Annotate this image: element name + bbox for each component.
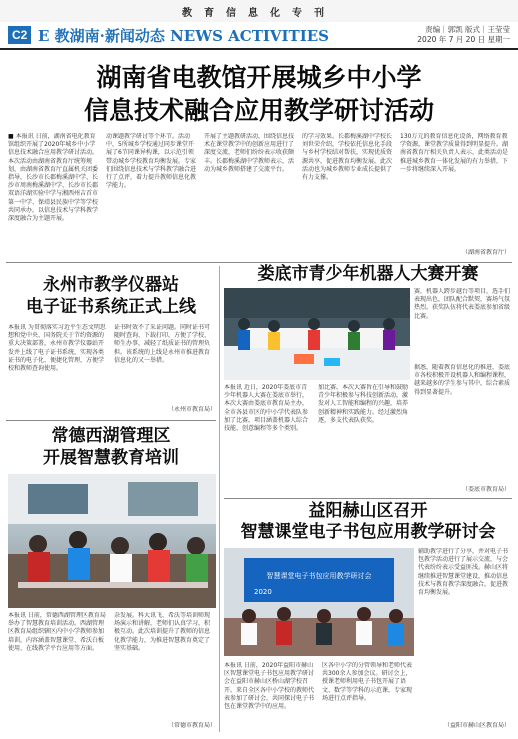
main-article-col-3: 开展了主题教研活动，围绕信息技术在课堂教学中的创新应用进行了深度交流，老师们纷纷表示收获颇丰。长郡梅溪湖中学教师表示，活动为城乡教师搭建了交流平台。	[204, 133, 295, 173]
article-body: 辅助教学进行了分享，并对电子书包教学活动进行了展示交流，与会代表纷纷表示受益匪浅。赫山区将继续推进智慧课堂建设，推动信息技术与教育教学深度融合，促进教育均衡发展。	[418, 548, 509, 597]
divider	[224, 498, 512, 499]
article-signoff: （娄底市教育局）	[461, 486, 510, 493]
article-body: 据悉，随着教育信息化的推进，娄底市各校积极开设机器人和编程课程，越来越多的学生参与其中，综合素质得到显著提升。	[414, 364, 510, 396]
classroom-photo-graphic	[8, 474, 216, 608]
article-body: 杂发展。科大讯飞、希沃等培训师现场演示和讲解，老师们认真学习，积极互动。此次培训提升了教师的信息化教学能力，为推进智慧教育奠定了坚实基础。	[114, 612, 211, 652]
robot-contest-graphic	[224, 288, 410, 380]
article-signoff: （益阳市赫山区教育局）	[443, 722, 510, 729]
article-body: 区各中小学的分管领导和老师代表共300余人参加会议。研讨会上，授课老师利用电子书包开展了语文、数学等学科的示范课，专家现场进行点评指导。	[322, 662, 413, 702]
divider	[6, 420, 216, 421]
article-title: 智慧课堂电子书包应用教学研讨会	[240, 522, 496, 542]
article-body: 本报讯 日前，2020年益阳市赫山区智慧课堂电子书包应用教学研讨会在益阳市赫山区桥山湖学校召开。来自全区各中小学校的教师代表参加了研讨会，共同探讨电子书包在课堂教学中的应用。	[224, 662, 315, 711]
article-body: 本报讯 为贯彻落实习近平生态文明思想和党中央、国务院关于节约资源的重大决策部署，永州市教学仪器站开发并上线了电子证书系统，实现各类证书的电子化、便捷化管理，方便学校和教师查询使用。	[8, 324, 106, 373]
seminar-date-tag: 2020	[254, 588, 272, 596]
main-headline-line2: 信息技术融合应用教学研讨活动	[83, 96, 434, 125]
section-title: E 教湖南·新闻动态 NEWS ACTIVITIES	[38, 27, 329, 45]
masthead-text: 教育信息化专刊	[182, 7, 336, 19]
article-title: 电子证书系统正式上线	[26, 297, 196, 317]
main-headline-line1: 湖南省电教馆开展城乡中小学	[96, 63, 422, 92]
article-title: 常德西湖管理区	[51, 426, 171, 446]
article-body: 本报讯 近日，2020年娄底市青少年机器人大赛在娄底市举行，本次大赛由娄底市教育局主办，全市各县市区的中小学代表队参加了比赛，项目涵盖机器人综合技能、创意编程等多个类别。	[224, 384, 309, 433]
seminar-photo	[224, 548, 414, 656]
main-article-col-2: 动课题教学研讨等个环节。活动中，5所城乡学校通过同步课堂开展了6节同课异构课，以示范引领带动城乡学校教育均衡发展。专家们围绕信息技术与学科教学融合进行了点评，着力提升教师信息化教学能力。	[106, 133, 197, 190]
seminar-banner-text: 智慧课堂电子书包应用教学研讨会	[266, 572, 372, 580]
date-line: 2020 年 7 月 20 日 星期一	[417, 35, 510, 44]
editor-line: 责编｜郭凯 版式｜王莹莹	[425, 25, 510, 34]
robot-contest-photo	[224, 288, 410, 380]
main-article-col-5: 130万元的教育信息化设备，网络教育教学资源，课堂教学质量得到明显提升。湖南省教育厅相关负责人表示，此类活动是推进城乡教育一体化发展的有力举措，下一步将继续深入开展。	[400, 133, 508, 173]
article-title: 永州市教学仪器站	[43, 275, 179, 295]
article-signoff: （永州市教育局）	[167, 406, 216, 413]
main-article-col-4: 的学习效果。长郡梅溪湖中学校长刘世荣介绍，学校依托信息化手段与乡村学校结对帮扶，实现优质资源共享，促进教育均衡发展。此次活动也为城乡教师专业成长提供了有力支撑。	[302, 133, 393, 182]
main-article-col-1: ■ 本报讯 日前，湖南省电化教育馆组织开展了2020年城乡中小学信息技术融合应用教学研讨活动。本次活动由湖南省教育厅统筹规划，由湖南省教育厅直属机关团委指导，长沙市长郡梅溪湖中学、长沙市周南梅溪湖中学、长沙市长郡双语洋湖实验中学与湘西州吉首市第一中学、保靖县民族中学等学校共同承办，以信息技术与学科教学深度融合为主题开展。	[8, 133, 99, 223]
article-title: 益阳赫山区召开	[308, 501, 428, 521]
article-title: 开展智慧教育培训	[43, 448, 179, 468]
article-body: 证书时效不了采证问题。同时证书可随时查询、下载打印，方便了学校、师生办事，减轻了纸质证书的管理负担。该系统的上线是永州市推进教育信息化的又一举措。	[114, 324, 211, 364]
article-title: 娄底市青少年机器人大赛开赛	[257, 264, 479, 284]
column-divider	[219, 266, 220, 732]
masthead-banner	[0, 0, 518, 22]
classroom-photo	[8, 474, 216, 608]
article-signoff: （常德市教育局）	[167, 722, 216, 729]
article-body: 赛，机器人跨步越台等项目，选手们表现出色，团队配合默契，赛场气氛热烈。获奖队伍将代表娄底参加省级比赛。	[414, 288, 510, 320]
page-number: C2	[8, 26, 31, 44]
seminar-graphic	[224, 548, 414, 656]
main-article-signoff: （湖南省教育厅）	[461, 249, 510, 256]
article-body: 加比赛。本次大赛旨在引导和鼓励青少年积极参与科技创新活动，激发对人工智能和编程的兴趣，培养创新精神和实践能力。经过激烈角逐，多支代表队获奖。	[318, 384, 409, 424]
divider	[6, 262, 512, 263]
page-header	[0, 24, 518, 50]
header-meta	[417, 25, 510, 45]
article-body: 本报讯 日前，常德西湖管理区教育局举办了智慧教育培训活动。西湖管理区教育局组织辖区内中小学教师参加培训，内容涵盖智慧课堂、希沃白板使用、在线教学平台应用等方面。	[8, 612, 106, 652]
